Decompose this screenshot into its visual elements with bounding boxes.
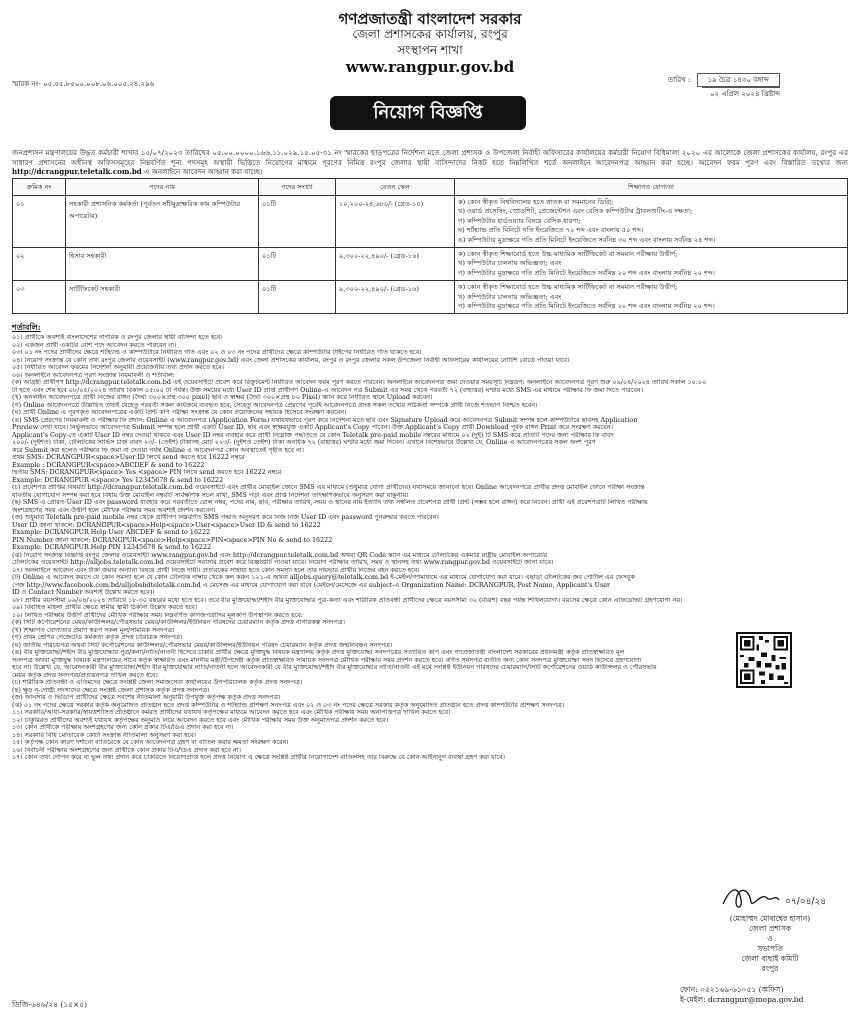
qual-line: ক) কোন স্বীকৃত শিক্ষাবোর্ড হতে উচ্চ মাধ্যমিক সার্টিফিকেট বা সমমান পরীক্ষায় উত্তীর্ণ; [458,283,678,292]
term-line: (ঙ) SMS প্রেরণের নিয়মাবলী ও পরীক্ষার ফি প্রদান: Online এ আবেদনপত্র (Application Form) যথাযথভাবে পূরণ করে নির্দেশনা মতে ছবি এবং Signature Upload করে আবেদনপত্র Submit সম্পন্ন হলে কম্পিউটারে ছবিসহ Application [12,416,638,424]
term-line: (ট) Online এ আবেদন করতে যে কোন সমস্যা হলে যে কোন টেলিটক নাম্বার থেকে কল করুন ১২১-এ অথবা alljobs.query@teletalk.com.bd ই-মেইল/গণমাধ্যমে এর মাধ্যমে যোগাযোগ করা যাবে। এছাড়া টেলিটকের জব পোর্টাল এর ফেসবুক [12,574,635,581]
term-line: হবে না। উল্লেখ্য যে, আবেদনকারী বীর মুক্তিযোদ্ধা/শহীদ বীর মুক্তিযোদ্ধার নাতি/নাতনী হলে আবেদনকারী যে বীর মুক্তিযোদ্ধা/শহীদ বীর মুক্তিযোদ্ধার নাতি/নাতনী এই মর্মে সংশ্লিষ্ট ইউনিয়ন পরিষদের চেয়ারম্যান/সিটি কর্পোরেশনের ওয়ার্ড কাউন্সিলর ও পৌরসভার [12,664,657,671]
term-line: ০৪। নিয়োগ সংক্রান্ত যে কোন তথ্য রংপুর জেলার ওয়েবসাইট (www.rangpur.gov.bd) এবং জেলা প্রশাসকের কার্যালয়, রংপুর ও রংপুর জেলার সকল উপজেলা নির্বাহী অফিসারের কার্যালয়ের নোটিশ বোর্ডে পাওয়া যাবে। [12,356,570,364]
term-line: (চ) শারীরিক প্রতিবন্ধী ও এতিমদের ক্ষেত্রে সংশ্লিষ্ট জেলা সমাজসেবা কার্যালয়ের উপপরিচালক কর্তৃক প্রদত্ত সনদপত্র। [12,679,303,686]
date-label: তারিখ : [668,76,691,84]
term-line: ১৫। কর্তৃপক্ষ কোন কারণ দর্শানো ব্যতিরেকে যে কোন আবেদনপত্র গ্রহণ বা বাতিল করার ক্ষমতা সংরক্ষণ করেন। [12,739,289,746]
term-line: (গ) Online আবেদনপত্রে উল্লিখিত তথ্যই যেহেতু পরবর্তী সকল কার্যক্রমে ব্যবহৃত হবে, সেহেতু আবেদনপত্র প্রেরণের পূর্বেই আবেদনপত্রে প্রদত্ত সকল তথ্যের সঠিকতা সম্পর্কে প্রার্থী নিজে শতভাগ নিশ্চিত হবেন। [12,401,538,409]
signature-date: ০৭/০৪/২৪ [785,897,827,907]
term-line: ১৪। সরকারি বিধি মোতাবেক কোটা সংক্রান্ত নীতিমালা অনুসরণ করা হবে। [12,731,196,739]
qual-line: গ) কম্পিউটার হার্ডওয়্যার বিষয়ে বেসিক ধারণা; [458,216,581,225]
signer-role: ও [767,934,773,943]
qual-line: খ) কম্পিউটার চালনায় অভিজ্ঞতা; এবং [458,292,562,301]
term-line: ১০। লিখিত পরীক্ষায় উত্তীর্ণ প্রার্থীদের মৌখিক পরীক্ষার সময় নিম্নবর্ণিত কাগজপত্রাদির মূলকপি উপস্থাপন করতে হবে: [12,611,303,619]
intro-tail: এ অনলাইনে আবেদন আহ্বান করা যাচ্ছে। [144,167,263,176]
contact-email[interactable]: ই-মেইল: dcrangpur@mopa.gov.bd [680,995,804,1004]
col-pay-scale: বেতন স্কেল [336,179,455,196]
row-qualification [455,248,848,281]
term-line: (জ) শুধুমাত্র Teletalk pre-paid mobile নম্বর থেকে প্রার্থীগণ নিম্নবর্ণিত SMS পদ্ধতি অনুসরণ করে নিজ নিজ User ID এবং password পুনরুদ্ধার করতে পারবেন। [12,514,439,521]
office-name: জেলা প্রশাসকের কার্যালয়, রংপুর [352,27,508,41]
signer-name: (মোহাম্মদ মোবাশ্বের হাসান) [729,914,811,923]
term-line: ০৯। বিবাহিত মহিলা প্রার্থীর ক্ষেত্রে স্বামীর স্থায়ী ঠিকানা উল্লেখ করতে হবে। [12,604,198,611]
qr-code-image [738,634,790,686]
term-line: যাবতীয় যোগাযোগ সম্পন্ন করা হবে বিধায় উক্ত মোবাইল নম্বরটি সার্বক্ষণিক সচল রাখা, SMS পড়া এবং প্রাপ্ত নির্দেশনা তাৎক্ষণিকভাবে অনুসরণ করা বাঞ্ছনীয়। [12,491,409,499]
term-line: ০৭। অনলাইনে আবেদন এবং টাকা জমার অন্যান্য বিষয়ে প্রার্থী নিজে দায়ী। প্রতারকের সাহায্য হতে কোন সমস্যা হলে তার দায়ভার প্রার্থীর নিজের বহন করতে হবে। [12,566,420,574]
term-line: ১২। চাকুরিরত প্রার্থীদের অবশ্যই যথাযথ কর্তৃপক্ষের অনুমতি নিয়ে আবেদন করতে হবে এবং মৌখিক পরীক্ষার সময় উক্ত অনুমতিপত্র প্রদর্শন করতে হবে। [12,716,389,724]
signer-role: সভাপতি [757,944,783,953]
col-qualification: শিক্ষাগত যোগ্যতা [455,179,848,196]
contact-block [680,985,803,1005]
term-line: Example: DCRANGPUR <space> Yes 12345678 & send to 16222 [12,476,224,484]
row-pay-scale: ১০,২০০-২৪,৬৮০/- (গ্রেড-১৪) [336,196,455,248]
date-block [668,73,780,100]
term-line: ০১। প্রার্থীকে অবশ্যই বাংলাদেশের নাগরিক ও রংপুর জেলার স্থায়ী বাসিন্দা হতে হবে। [12,334,223,341]
memo-number: স্মারক নং- ০৫.৫৫.৮৫০০.০০৮.০৬.০০৫.২৪.২৯৬ [12,80,155,88]
row-pay-scale: ৯,৩০০-২২,৪৯০/- (গ্রেড-১৬) [336,248,455,281]
term-line: ০৫। নির্ধারিত আবেদন ফরমের নির্দেশনা অনুযায়ী প্রয়োজনীয় তথ্য প্রদান করতে হবে। [12,364,224,371]
contact-phone: ফোন: ০৫২১৬৯-৬১০৫১ (অফিস) [680,985,784,994]
term-line: করে Submit করা হলেও পরীক্ষার ফি জমা না দেওয়া পর্যন্ত Online এ আবেদনপত্র কোন অবস্থাতেই গৃহীত হবে না। [12,446,304,454]
col-post-name: পদের নাম [66,179,259,196]
term-line: টা হতে এবং শেষ হবে ০৮/০৫/২০২৪ তারিখ বিকাল ০৫:০০ টা পর্যন্ত। উক্ত সময়ের মধ্যে User ID প্রাপ্ত প্রার্থীগণ Online-এ আবেদন পত্র Submit এর সময় থেকে পরবর্তী ৭২ (বাহাত্তর) ঘণ্টার মধ্যে SMS এর মাধ্যমে পরীক্ষার ফি জমা দিতে পারবেন। [12,386,644,394]
qual-line: খ) কম্পিউটার চালনায় অভিজ্ঞতা; এবং [458,259,562,268]
term-line: ২০০/- (দুইশত) টাকা, টেলিটকের সার্ভিস চার্জ বাবদ ২৩/- (তেইশ) টাকাসহ মোট ২২৩/- (দুইশত তেইশ) টাকা অনধিক ৭২ (বাহাত্তর) ঘণ্টার মধ্যে জমা দিবেন। এখানে বিশেষভাবে উল্লেখ্য যে, Online এ আবেদনপত্রের সকল অংশ পূরণ [12,439,596,446]
qual-line: ক) কোন স্বীকৃত শিক্ষাবোর্ড হতে উচ্চ মাধ্যমিক সার্টিফিকেট বা সমমান পরীক্ষায় উত্তীর্ণ; [458,250,678,259]
row-post-name: হিসাব সহকারী [66,248,259,281]
term-line: ০৮। প্রার্থীর বয়সসীমা ০৯/০৪/২০২৪ তারিখে ১৮-৩০ বছরের মধ্যে হতে হবে। তবে বীর মুক্তিযোদ্ধা/শহীদ বীর মুক্তিযোদ্ধার পুত্র-কন্যা এবং শারীরিক প্রতিবন্ধী প্রার্থীদের ক্ষেত্রে বয়সসীমা ৩২ (বত্রিশ) বছর পর্যন্ত শিথিলযোগ্য। বয়সের ক্ষেত্রে কোন এফিডেভিট গ্রহণযোগ্য নয়। [12,596,683,604]
term-line: ০৬। অনলাইনে আবেদনপত্র পূরণ সংক্রান্ত নিয়মাবলী ও শর্তাবলি: [12,371,175,379]
print-code: ডিজি-৬৪৬/২৪ (১৫×৫) [12,1000,88,1009]
term-line: ১১। সরকারি/আধা-সরকারি/স্বায়ত্তশাসিত প্রতিষ্ঠানে কর্মরত প্রার্থীদের যথাযথ কর্তৃপক্ষের মাধ্যমে আবেদন করতে হবে এবং মৌখিক পরীক্ষার সময় অনাপত্তিপত্র দাখিল করতে হবে। [12,709,451,716]
signature-block [700,880,840,974]
row-post-count: ০১টি [259,196,336,248]
term-line: (ক) সিটি কর্পোরেশনের মেয়র/কাউন্সিলর/পৌরসভার মেয়র/কাউন্সিলর/ইউনিয়ন পরিষদের চেয়ারম্যান কর্তৃক প্রদত্ত নাগরিকত্ব সনদপত্র। [12,619,345,626]
qual-line: ঘ) শর্টহ্যান্ড প্রতি মিনিটে গতি ইংরেজিতে ৭০ শব্দ এবং বাংলায় ৫০ শব্দ। [458,226,644,235]
row-qualification [455,281,848,314]
table-header-row [13,179,848,196]
term-line: PIN Number জানা থাকলে: DCRANGPUR<space>Help<space>PIN<space>PIN No & send to 16222 [12,536,333,544]
term-line: প্রথম SMS: DCRANGPUR<space>User ID লিখে send করতে হবে 16222 নম্বরে [12,454,245,461]
term-line: User ID জানা থাকলে: DCRANGPUR<space>Help<space>User<space>User ID & send to 16222 [12,521,321,529]
terms-title: শর্তাবলি: [12,322,41,332]
term-line: ID ও Contact Number অবশ্যই উল্লেখ করতে হবে)। [12,589,155,596]
qual-line: গ) কম্পিউটার মুদ্রাক্ষরে গতি প্রতি মিনিটে ইংরেজিতে সর্বনিম্ন ২০ শব্দ এবং বাংলায় সর্বনিম্ন ২০ শব্দ। [458,302,715,311]
qual-line: ক) কোন স্বীকৃত বিশ্ববিদ্যালয় হতে স্নাতক বা সমমানের ডিগ্রি; [458,198,614,206]
term-line: টেলিটকের ওয়েবসাইট http://alljobs.teletalk.com.bd ওয়েবসাইটে সরাসরি প্রবেশ করে বিজ্ঞপ্তিটি পাওয়া যাবে। নিয়োগ পরীক্ষার তারিখ, সময় ও স্থানসহ তথ্য www.rangpur.gov.bd ওয়েবসাইটে জানা যাবে। [12,559,554,566]
jobs-table [12,178,848,314]
signer-role: জেলা বাছাই কমিটি [741,954,799,963]
signer-role: জেলা প্রশাসক [748,924,792,933]
table-row [13,196,848,248]
qual-line: খ) ওয়ার্ড প্রসেসিং, স্প্রেডশিট, প্রেজেন্টেশন এবং বেসিক কম্পিউটার ট্রাবলশুটিং-এ দক্ষতা; [458,207,693,216]
signer-role: রংপুর [761,964,779,973]
col-post-count: পদের সংখ্যা [259,179,336,196]
row-post-count: ০১টি [259,281,336,314]
row-post-name: সহকারী প্রশাসনিক কর্মকর্তা (পূর্বতন সাঁটমুদ্রাক্ষরিক কাম কম্পিউটার অপারেটর) [66,196,259,248]
term-line: (ঘ) প্রার্থী Online এ পূরণকৃত আবেদনপত্রের একটি প্রিন্ট কপি পরীক্ষা সংক্রান্ত যে কোন প্রয়োজনের সহায়ক হিসেবে সংরক্ষণ করবেন। [12,409,347,416]
row-pay-scale: ৯,৩০০-২২,৪৯০/- (গ্রেড-১৬) [336,281,455,314]
term-line: (ঝ) ০১ নং পদের ক্ষেত্রে সরকার কর্তৃক অনুমোদিত প্রতিষ্ঠান হতে প্রদত্ত কম্পিউটার ও শর্টহ্যান্ড প্রশিক্ষণ সনদপত্র এবং ০২ ও ০৩ নং পদের ক্ষেত্রে সরকার কর্তৃক অনুমোদিত প্রতিষ্ঠান হতে প্রদত্ত কম্পিউটার প্রশিক্ষণ সনদপত্র। [12,701,565,709]
col-serial: ক্রমিক নং [13,179,66,196]
signature-scribble [700,880,840,914]
intro-paragraph [12,148,848,177]
qual-line: ঙ) কম্পিউটার মুদ্রাক্ষরে গতি প্রতি মিনিটে ইংরেজিতে সর্বনিম্ন ৩০ শব্দ এবং বাংলায় সর্বনিম্ন ২৫ শব্দ। [458,235,716,244]
term-line: ০৩। ০১ নং পদের প্রার্থীদের ক্ষেত্রে শর্টহ্যান্ড ও কম্পিউটারে নির্ধারিত গতি এবং ০২ ও ০৩ নং পদের প্রার্থীদের ক্ষেত্রে কম্পিউটার টাইপের নির্ধারিত গতি থাকতে হবে। [12,349,422,356]
table-row [13,281,848,314]
terms-list [12,334,848,762]
term-line: পেজ http://www.facebook.com.bd/alljobsbdteletalk.com.bd এ মেসেজ এর মাধ্যমে যোগাযোগ করা যাবে (মেইলে/মেসেজে এর subject-এ Organization Name: DCRANGPUR, Post Name, Applicant's User [12,581,611,589]
term-line: ১৬। নির্বাচনী পরীক্ষায় অংশগ্রহণের জন্য প্রার্থীকে কোন প্রকার টিএ/ডিএ প্রদান করা হবে না। [12,746,241,754]
term-line: (ছ) SMS এ প্রেরিত User ID এবং password ব্যবহার করে পরবর্তীতে রোল নম্বর, পদের নাম, ছবি, পরীক্ষার তারিখ, সময় ও স্থানের নাম ইত্যাদি তথ্য সম্বলিত প্রবেশপত্র প্রার্থী প্রিন্ট (সম্ভব হলে রঙ্গিন) করে নিবেন। প্রার্থী এই প্রবেশপত্রটি লিখিত পরীক্ষায় [12,499,648,506]
qual-line: গ) কম্পিউটার মুদ্রাক্ষরে গতি প্রতি মিনিটে ইংরেজিতে সর্বনিম্ন ২০ শব্দ এবং বাংলায় সর্বনিম্ন ২০ শব্দ। [458,268,715,277]
term-line: Example: DCRANGPUR Help PIN 12345678 & send to 16222 [12,544,212,551]
term-line: ০২। একজন প্রার্থী একটির বেশি পদে আবেদন করতে পারবেন না। [12,341,177,349]
term-line: (ঙ) বীর মুক্তিযোদ্ধা/শহীদ বীর মুক্তিযোদ্ধার পুত্র/কন্যা/নাতি/নাতনী হিসেবে চাকরি প্রার্থীর ক্ষেত্রে মুক্তিযুদ্ধ বিষয়ক মন্ত্রণালয় কর্তৃক প্রদত্ত মুক্তিযোদ্ধা সনদপত্রের সত্যায়িত কপি এবং গণপ্রজাতন্ত্রী বাংলাদেশ সরকারের প্রধানমন্ত্রী কর্তৃক প্রতিস্বাক্ষরিত মূল [12,649,625,656]
term-line: সনদপত্র অথবা মুক্তিযুদ্ধ বিষয়ক মন্ত্রণালয়ের সচিব কর্তৃক স্বাক্ষরিত এবং মাননীয় মন্ত্রী/উপদেষ্টা কর্তৃক প্রতিস্বাক্ষরিত সাময়িক সনদপত্র মৌখিক পরীক্ষার সময় প্রদর্শন করতে হবে। বর্ণিত সনদপত্র ব্যতীত অন্য কোন সনদপত্র মুক্তিযোদ্ধা সনদ হিসেবে গ্রহণযোগ্য [12,656,642,664]
term-line: (চ) প্রবেশপত্র প্রাপ্তির বিষয়টি http://dcrangpur.teletalk.com.bd ওয়েবসাইটে এবং প্রার্থীর মোবাইল ফোনে SMS এর মাধ্যমে (শুধুমাত্র যোগ্য প্রার্থীদের) যথাসময়ে জানানো হবে। Online আবেদনপত্রে প্রার্থীর প্রদত্ত মোবাইল ফোনে পরীক্ষা সংক্রান্ত [12,484,645,491]
row-post-count: ০১টি [259,248,336,281]
row-qualification [455,196,848,248]
date-english: ০২ এপ্রিল ২০২৪ খ্রিষ্টাব্দ [702,87,780,100]
date-bangla: ১৯ চৈত্র ১৪৩০ বঙ্গাব্দ [697,73,780,87]
row-serial: ০১ [13,196,66,248]
section-name: সংস্থাপন শাখা [397,43,463,57]
term-line: দ্বিতীয় SMS: DCRANGPUR<space> Yes <space> PIN লিখে send করতে হবে 16222 নম্বরে [12,469,282,476]
table-row [13,248,848,281]
row-serial: ০৩ [13,281,66,314]
term-line: Preview দেখা যাবে। নির্ভুলভাবে আবেদনপত্র Submit সম্পন্ন হলে প্রার্থী একটি User ID, ছবি এবং স্বাক্ষরযুক্ত একটি Applicant's Copy পাবেন। উক্ত Applicant's Copy প্রার্থী Download পূর্বক রঙ্গিন Print করে সংরক্ষণ করবেন। [12,424,613,431]
term-line: Applicant's Copy-তে একটি User ID নম্বর দেওয়া থাকবে এবং User ID নম্বর ব্যবহার করে প্রার্থী নিম্নোক্ত পদ্ধতিতে যে কোন Teletalk pre-paid mobile নম্বরের মাধ্যমে ০২ (দুই) টি SMS করে প্রতিটি পদের জন্য পরীক্ষার ফি বাবদ [12,431,614,439]
row-post-name: সার্টিফিকেট সহকারী [66,281,259,314]
term-line: (ঘ) জাতীয় পরিচয়পত্র অথবা সিটি কর্পোরেশনের কাউন্সিলর/পৌরসভার মেয়র/কাউন্সিলর/ইউনিয়ন পরিষদ চেয়ারম্যান কর্তৃক প্রদত্ত জন্মনিবন্ধন সনদপত্র। [12,641,393,649]
term-line: ১৭। কোন তথ্য গোপন করে বা ভুল তথ্য প্রদান করে চাকরিতে নিয়োগপ্রাপ্ত হলে প্রদত্ত নিয়োগ এ ক্ষেত্রে সংশ্লিষ্ট প্রার্থীর নিয়োগাদেশ বাতিলসহ তার বিরুদ্ধে যে কোন আইনানুগ ব্যবস্থা গ্রহণ করা যাবে। [12,754,505,761]
intro-text: জনপ্রশাসন মন্ত্রণালয়ের উদ্ধৃত কর্মচারী শাখার ১৫/০৭/২০২৩ তারিখের ০৫.০০.০০০০.১৬৬.১১.০২৯.১৫.০৫-৩১ নং স্মারকের ছাড়পত্রের নির্দেশনা মতে জেলা প্রশাসক ও উপজেলা নির্বাহী অফিসারের কার্যালয়ের কর্মচারী নিয়োগ বিধিমালা ২০২০ এর আলোকে জেলা প্রশাসকের কার্যালয়, রংপুর এর সাধারণ প্রশাসনের অধীনস্থ অফিসসমূহের নিম্নবর্ণিত শূন্য পদসমূহ অস্থায়ী ভিত্তিতে নিয়োগের মাধ্যমে পূরণের নিমিত্ত রংপুর জেলার স্থায়ী বাসিন্দাদের নিকট হতে নিম্নলিখিত শর্তে অনলাইনে আবেদনপত্র আহ্বান করা হচ্ছে। আবেদন ফরম পূরণ এবং বিস্তারিত তথ্যের জন্য [12,148,848,167]
term-line: (খ) অনলাইন আবেদনপত্রে প্রার্থী নিজের রঙ্গিন (দৈর্ঘ্য ৩০০×প্রস্থ ৩০০ pixel) ছবি ও স্বাক্ষর (দৈর্ঘ্য ৩০০×প্রস্থ ৮০ Pixel) স্ক্যান করে নির্ধারিত স্থানে Upload করবেন। [12,394,433,401]
notice-title: নিয়োগ বিজ্ঞপ্তি [330,96,526,130]
term-line: (জ) আনসার ও ভিডিপি প্রার্থীদের ক্ষেত্রে সর্বশেষ নীতিমালা অনুযায়ী উপযুক্ত কর্তৃপক্ষ কর্তৃক প্রদত্ত সনদপত্র। [12,694,281,701]
government-title: গণপ্রজাতন্ত্রী বাংলাদেশ সরকার [338,10,522,28]
term-line: (ঝ) নিয়োগ সংক্রান্ত বিজ্ঞপ্তি রংপুর জেলার ওয়েবসাইট www.rangpur.gov.bd এবং http://dcrangpur.teletalk.com.bd অথবা QR Code স্ক্যান এর মাধ্যমে টেলিটকের একমাত্র রাষ্ট্রীয় মোবাইল অপারেটর [12,551,548,559]
website-link[interactable]: www.rangpur.gov.bd [345,58,515,76]
term-line: (গ) প্রথম শ্রেণির গেজেটেড কর্মকর্তা কর্তৃক প্রদত্ত চারিত্রিক সনদপত্র। [12,634,183,641]
term-line: Example : DCRANGPUR<space>ABCDEF & send to 16222 [12,461,205,469]
term-line: (ছ) ক্ষুদ্র নৃ-গোষ্ঠী সদস্যদের ক্ষেত্রে সংশ্লিষ্ট জেলা প্রশাসক কর্তৃক প্রদত্ত সনদপত্র। [12,686,210,694]
term-line: Example: DCRANGPUR Help User ABCDEF & send to 16222 [12,529,211,536]
term-line: (খ) শিক্ষাগত যোগ্যতার প্রমাণ স্বরূপ সকল মূল/সাময়িক সনদপত্র। [12,626,175,634]
qr-code[interactable] [736,632,792,688]
row-serial: ০২ [13,248,66,281]
term-line: অংশগ্রহণের সময় এবং উত্তীর্ণ হলে মৌখিক পরীক্ষার সময় অবশ্যই প্রদর্শন করবেন। [12,506,216,514]
term-line: (ক) আগ্রহী প্রার্থীগণ http://dcrangpur.teletalk.com.bd এই ওয়েবসাইটে প্রবেশ করে রিক্রুটমেন্ট নির্ধারিত আবেদন ফরম পূরণ করতে পারবেন। অনলাইনে আবেদনপত্র জমা দেওয়ার সময়সূচি নিম্নরূপ: অনলাইনে আবেদনপত্র পূরণ শুরু ০৯/০৪/২০২৪ তারিখ সকাল ১০:০০ [12,379,707,386]
term-line: ১৩। কোন প্রার্থীকে পরীক্ষায় অংশগ্রহণের জন্য কোন প্রকার টিএ/ডিএ প্রদান করা হবে না। [12,724,234,731]
intro-url[interactable]: http://dcrangpur.teletalk.com.bd [12,167,142,176]
term-line: মেয়র কর্তৃক প্রদত্ত সনদপত্র/প্রত্যয়নপত্র দাখিল করতে হবে। [12,671,158,679]
